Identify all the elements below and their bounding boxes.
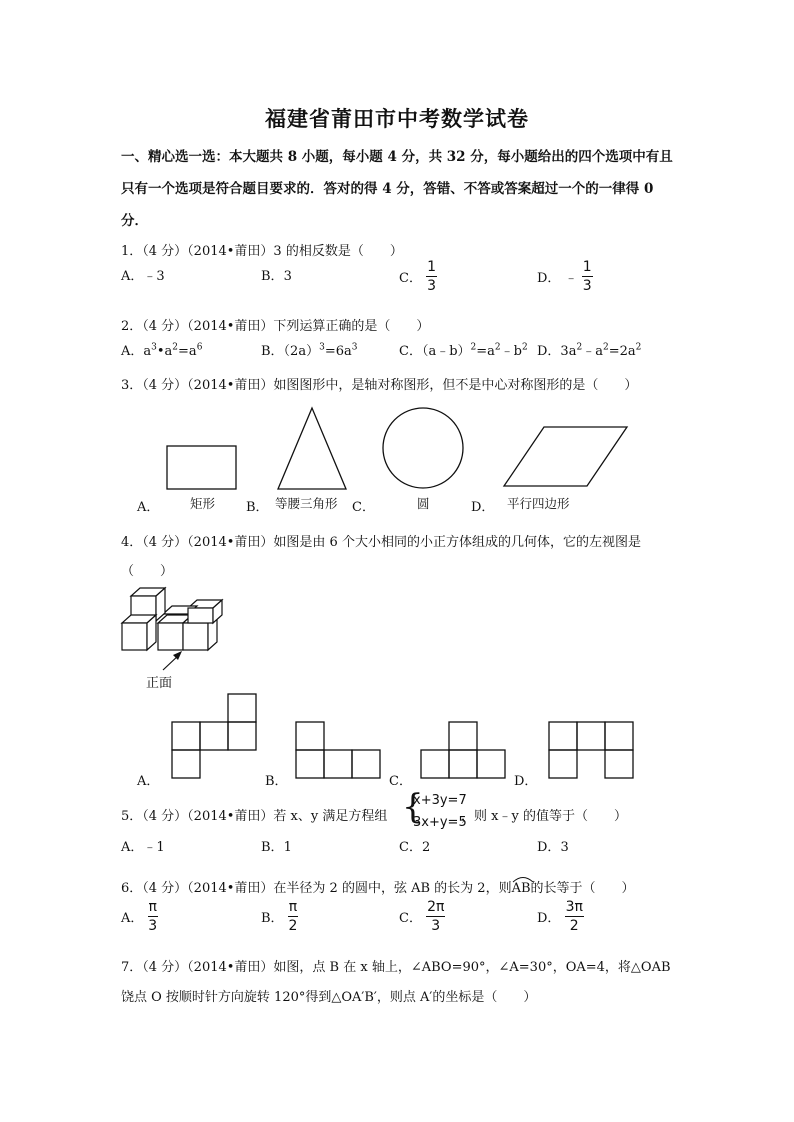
question-3-stem: 3．（4 分）（2014•莆田）如图图形中，是轴对称图形，但不是中心对称图形的是（ ） [121, 378, 638, 393]
option-b-label: B． [261, 269, 284, 284]
question-1-stem: 1．（4 分）（2014•莆田）3 的相反数是（ ） [121, 244, 403, 259]
option-d-label: D． [537, 271, 561, 286]
option-d-sign: ﹣ [564, 271, 578, 286]
arc-ab: AB [512, 881, 531, 896]
system-brace: { [402, 787, 424, 827]
question-6-option-d: D． $\frac{3\pi}{2}$ [537, 899, 583, 934]
page-title: 福建省莆田市中考数学试卷 [265, 106, 529, 131]
question-7-stem-line-1: 7．（4 分）（2014•莆田）如图，点 B 在 x 轴上，∠ABO=90°，∠A=30°，OA=4，将△OAB [121, 960, 671, 975]
option-b-fraction: $\frac{\pi}{2}$ [288, 899, 298, 934]
question-2-option-d: D．$3a^2﹣a^2=2a^2$ [537, 342, 642, 359]
question-4-option-a-label: A． [137, 774, 160, 789]
question-6-option-b: B． $\frac{\pi}{2}$ [261, 899, 298, 934]
section-instructions-line-1: 一、精心选一选：本大题共 8 小题，每小题 4 分，共 32 分，每小题给出的四个选项中有且 [121, 149, 673, 165]
question-4-stem-line-2: （ ） [121, 564, 174, 579]
rectangle-caption: 矩形 [190, 496, 216, 511]
question-2-option-c: C．$(a﹣b)^2=a^2﹣b^2$ [399, 342, 528, 359]
question-5-option-b: B．1 [261, 840, 292, 855]
question-2-option-b: B．$(2a)^3=6a^3$ [261, 342, 358, 359]
equation-1: x+3y=7 [413, 793, 467, 808]
question-7-stem-line-2: 饶点 O 按顺时针方向旋转 120°得到△OA′B′，则点 A′的坐标是（ ） [121, 990, 537, 1005]
equation-2: 3x+y=5 [413, 815, 467, 830]
question-5-option-d: D．3 [537, 840, 569, 855]
question-3-option-a-label: A． [137, 500, 160, 515]
section-instructions-line-2: 只有一个选项是符合题目要求的．答对的得 4 分，答错、不答或答案超过一个的一律得 0 [121, 181, 654, 197]
option-a-grid [172, 694, 256, 778]
question-6-option-c: C． $\frac{2\pi}{3}$ [399, 899, 445, 934]
question-5-stem-pre: 5．（4 分）（2014•莆田）若 x、y 满足方程组 [121, 809, 388, 824]
question-3-option-d-label: D． [471, 500, 495, 515]
section-instructions-line-3: 分． [121, 213, 148, 229]
option-a-value: ﹣3 [143, 269, 165, 284]
circle-caption: 圆 [417, 496, 430, 511]
question-2-option-a: A．$a^3•a^2=a^6$ [121, 342, 203, 359]
option-c-grid [421, 722, 505, 778]
option-a-label: A． [121, 269, 144, 284]
option-b-grid [296, 722, 380, 778]
question-6-option-a: A． $\frac{\pi}{3}$ [121, 899, 158, 934]
triangle-caption: 等腰三角形 [275, 496, 338, 511]
option-d-fraction: $\frac{1}{3}$ [582, 259, 592, 294]
front-view-label: 正面 [146, 676, 173, 691]
question-5-option-a: A．﹣1 [121, 840, 165, 855]
option-d-fraction: $\frac{3\pi}{2}$ [565, 899, 583, 934]
option-d-grid [549, 722, 633, 778]
question-5-stem-post: ，则 x﹣y 的值等于（ ） [461, 809, 627, 824]
question-3-option-b-label: B． [246, 500, 269, 515]
question-4-option-b-label: B． [265, 774, 288, 789]
option-c-label: C． [399, 271, 422, 286]
option-b-value: 3 [283, 269, 292, 284]
question-2-stem: 2．（4 分）（2014•莆田）下列运算正确的是（ ） [121, 319, 430, 334]
question-4-option-d-label: D． [514, 774, 538, 789]
option-c-fraction: $\frac{1}{3}$ [427, 259, 437, 294]
question-4-stem-line-1: 4．（4 分）（2014•莆田）如图是由 6 个大小相同的小正方体组成的几何体，它的左视图是 [121, 535, 641, 550]
question-6-stem: 6．（4 分）（2014•莆田）在半径为 2 的圆中，弦 AB 的长为 2，则 AB的长等于（ ） [121, 877, 635, 896]
question-4-option-c-label: C． [389, 774, 412, 789]
option-a-fraction: $\frac{\pi}{3}$ [148, 899, 158, 934]
question-3-option-c-label: C． [352, 500, 375, 515]
parallelogram-caption: 平行四边形 [507, 496, 570, 511]
question-5-option-c: C．2 [399, 840, 431, 855]
option-c-fraction: $\frac{2\pi}{3}$ [427, 899, 445, 934]
